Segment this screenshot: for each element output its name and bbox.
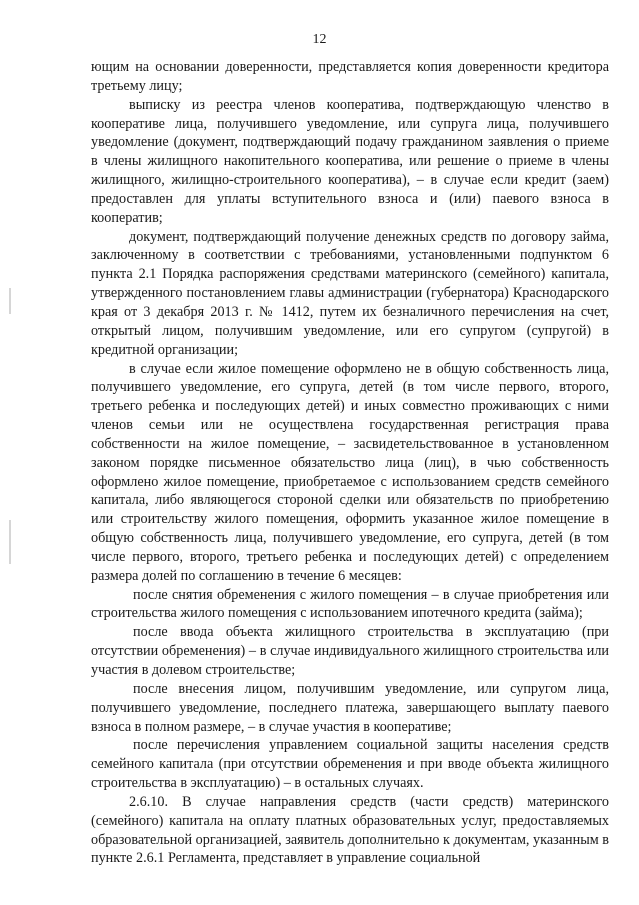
paragraph-continuation: ющим на основании доверенности, представляется копия доверенности кредитора третьему лицу;	[91, 59, 609, 94]
paragraph-loan-document: документ, подтверждающий получение денежных средств по договору займа, заключенному в соответствии с требованиями, установленными подпунктом 6 пункта 2.1 Порядка распоряжения средствами материнского (семейного) капитала, утвержденного постановлением главы администрации (губернатора) Краснодарского края от 3 декабря 2013 г. № 1412, путем их безналичного перечисления на счет, открытый лицом, получившим уведомление, или его супругом (супругой) в кредитной организации;	[91, 228, 609, 358]
scan-edge-mark	[9, 520, 11, 564]
scan-edge-mark	[9, 288, 11, 314]
paragraph-ownership-obligation: в случае если жилое помещение оформлено не в общую собственность лица, получившего уведомление, его супруга, детей (в том числе первого, второго, третьего ребенка и последующих детей) и иных совместно проживающих с ними членов семьи или не осуществлена государственная регистрация права собственности на жилое помещение, – засвидетельствованное в установленном законом порядке письменное обязательство лица (лиц), в чью собственность оформлено жилое помещение, приобретаемое с использованием средств семейного капитала, либо являющегося стороной сделки или обязательств по приобретению или строительству жилого помещения, оформить указанное жилое помещение в общую собственность лица, получившего уведомление, его супруга, детей (в том числе первого, второго, третьего ребенка и последующих детей) с определением размера долей по соглашению в течение 6 месяцев:	[91, 360, 609, 584]
document-body	[91, 58, 609, 868]
paragraph-after-last-payment: после внесения лицом, получившим уведомление, или супругом лица, получившего уведомление, последнего платежа, завершающего выплату паевого взноса в полном размере, – в случае участия в кооперативе;	[91, 680, 609, 735]
paragraph-after-commissioning: после ввода объекта жилищного строительства в эксплуатацию (при отсутствии обременения) – в случае индивидуального жилищного строительства или участия в долевом строительстве;	[91, 624, 609, 678]
paragraph-after-encumbrance: после снятия обременения с жилого помещения – в случае приобретения или строительства жилого помещения с использованием ипотечного кредита (займа);	[91, 586, 609, 622]
paragraph-after-transfer: после перечисления управлением социальной защиты населения средств семейного капитала (при отсутствии обременения и при вводе объекта жилищного строительства в эксплуатацию) – в остальных случаях.	[91, 737, 609, 792]
paragraph-section-2-6-10: 2.6.10. В случае направления средств (части средств) материнского (семейного) капитала на оплату платных образовательных услуг, предоставляемых образовательной организацией, заявитель дополнительно к документам, указанным в пункте 2.6.1 Регламента, представляет в управление социальной	[91, 793, 609, 867]
paragraph-cooperative-extract: выписку из реестра членов кооператива, подтверждающую членство в кооперативе лица, получившего уведомление, или супруга лица, получившего уведомление (документ, подтверждающий подачу гражданином заявления о приеме в члены жилищного накопительного кооператива, или решение о приеме в члены жилищного, жилищно-строительного кооператива), – в случае если кредит (заем) предоставлен для уплаты вступительного взноса и (или) паевого взноса в кооператив;	[91, 96, 609, 226]
page-number: 12	[312, 32, 327, 47]
